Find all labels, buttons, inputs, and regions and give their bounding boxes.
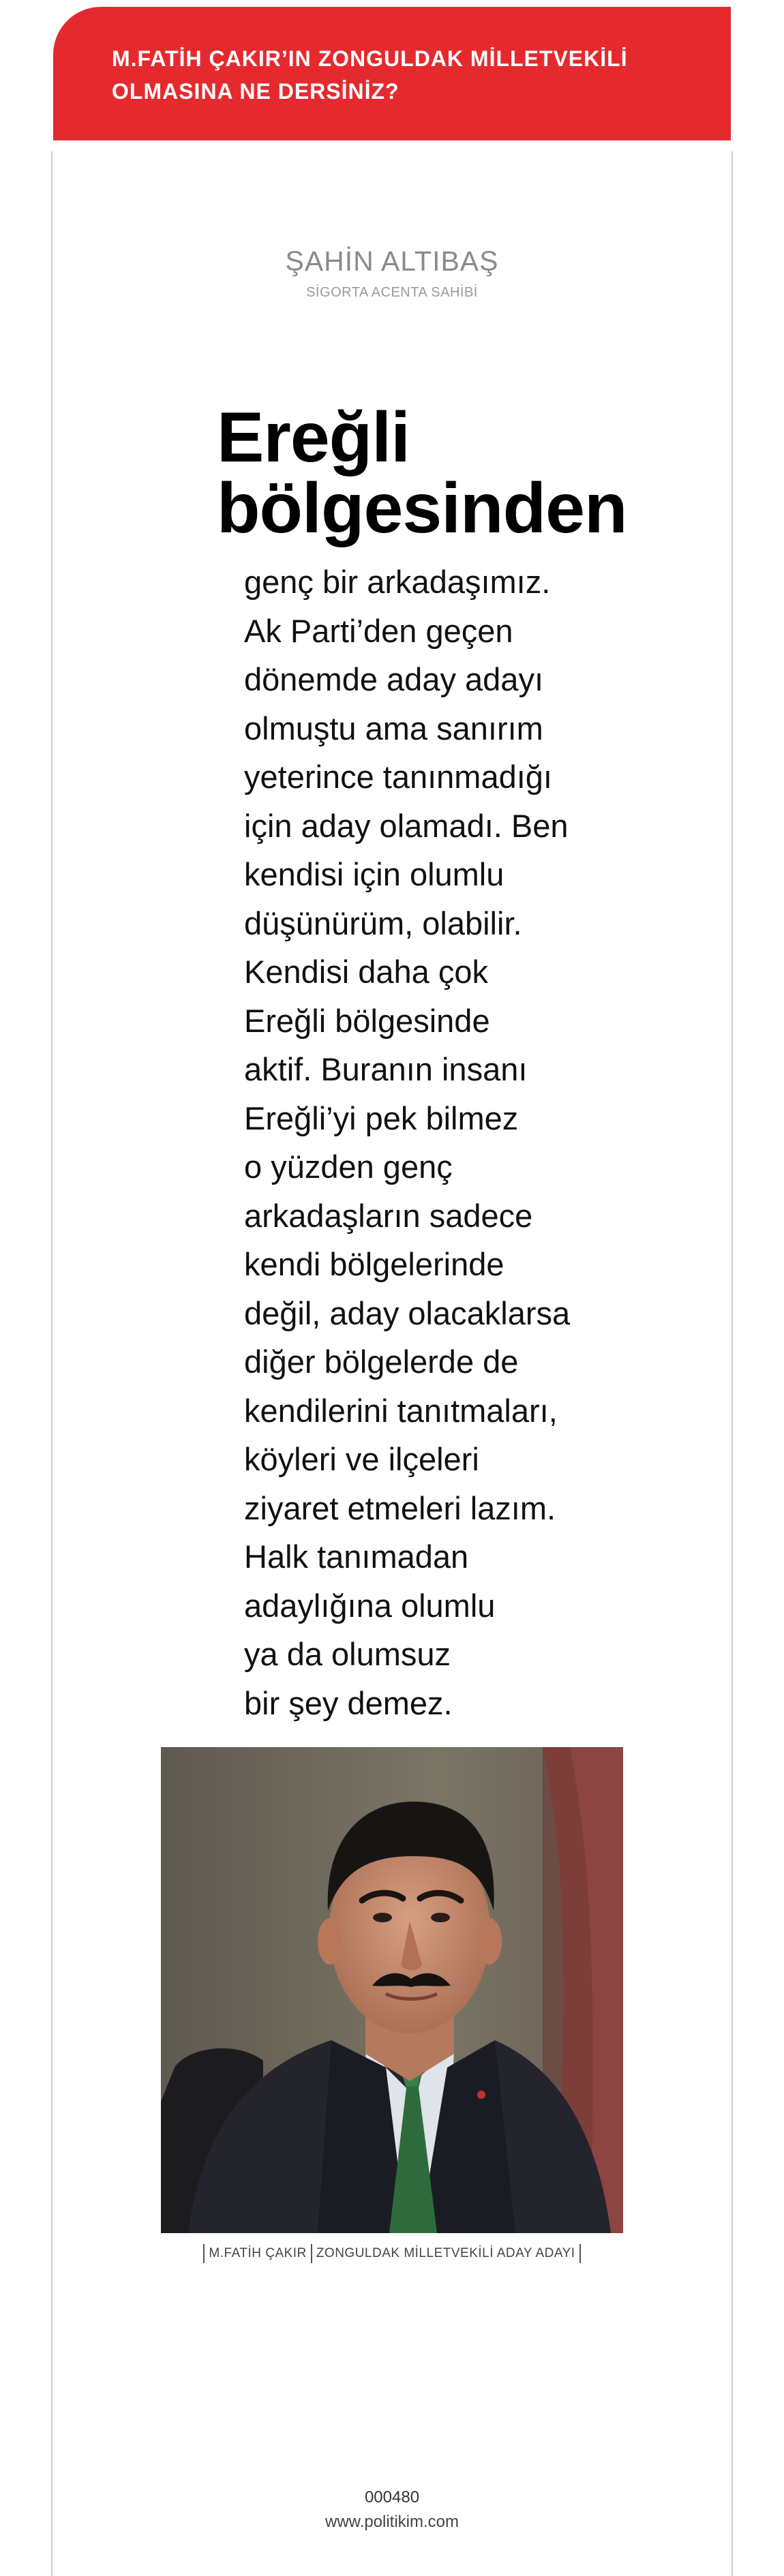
body-line: düşünürüm, olabilir. [244, 905, 522, 941]
body-line: olmuştu ama sanırım [244, 710, 543, 746]
body-line: değil, aday olacaklarsa [244, 1294, 571, 1331]
body-line: genç bir arkadaşımız. [244, 564, 551, 600]
header-title-line-2: OLMASINA NE DERSİNİZ? [112, 79, 399, 104]
body-line: dönemde aday adayı [244, 661, 543, 697]
body-line: köyleri ve ilçeleri [244, 1441, 479, 1477]
body-line: Ereğli bölgesinde [244, 1002, 490, 1039]
article-headline [217, 398, 694, 548]
frame-right-border [732, 151, 733, 2576]
body-line: bir şey demez. [244, 1684, 453, 1721]
headline-line-2: bölgesinden [217, 469, 627, 548]
body-line: kendisi için olumlu [244, 856, 504, 892]
caption-divider [203, 2244, 205, 2263]
body-line: için aday olamadı. Ben [244, 807, 569, 844]
body-line: kendilerini tanıtmaları, [244, 1392, 558, 1429]
header-title [112, 42, 712, 108]
photo-caption [0, 2244, 784, 2263]
header-banner [53, 7, 731, 140]
body-line: ziyaret etmeleri lazım. [244, 1489, 556, 1526]
caption-title: ZONGULDAK MİLLETVEKİLİ ADAY ADAYI [316, 2246, 575, 2260]
body-line: aktif. Buranın insanı [244, 1051, 528, 1087]
body-line: arkadaşların sadece [244, 1197, 533, 1234]
article-body [244, 558, 626, 1727]
portrait-photo [161, 1747, 623, 2233]
body-line: Halk tanımadan [244, 1539, 469, 1575]
portrait-illustration [161, 1747, 623, 2233]
caption-name: M.FATİH ÇAKIR [209, 2246, 307, 2260]
body-line: adaylığına olumlu [244, 1587, 496, 1624]
body-line: o yüzden genç [244, 1149, 453, 1185]
body-line: Ak Parti’den geçen [244, 612, 513, 649]
body-line: yeterince tanınmadığı [244, 759, 552, 795]
caption-divider [311, 2244, 312, 2263]
footer-url[interactable]: www.politikim.com [325, 2513, 459, 2531]
page-code: 000480 [364, 2488, 420, 2506]
headline-line-1: Ereğli [217, 398, 410, 477]
header-title-line-1: M.FATİH ÇAKIR’IN ZONGULDAK MİLLETVEKİLİ [112, 46, 628, 71]
body-line: ya da olumsuz [244, 1636, 451, 1672]
body-line: Ereğli’yi pek bilmez [244, 1100, 519, 1136]
body-line: diğer bölgelerde de [244, 1344, 519, 1380]
frame-left-border [51, 151, 52, 2576]
author-role: SİGORTA ACENTA SAHİBİ [306, 285, 478, 300]
body-line: kendi bölgelerinde [244, 1246, 504, 1282]
caption-divider [579, 2244, 581, 2263]
author-name: ŞAHİN ALTIBAŞ [285, 245, 499, 277]
body-line: Kendisi daha çok [244, 954, 488, 990]
